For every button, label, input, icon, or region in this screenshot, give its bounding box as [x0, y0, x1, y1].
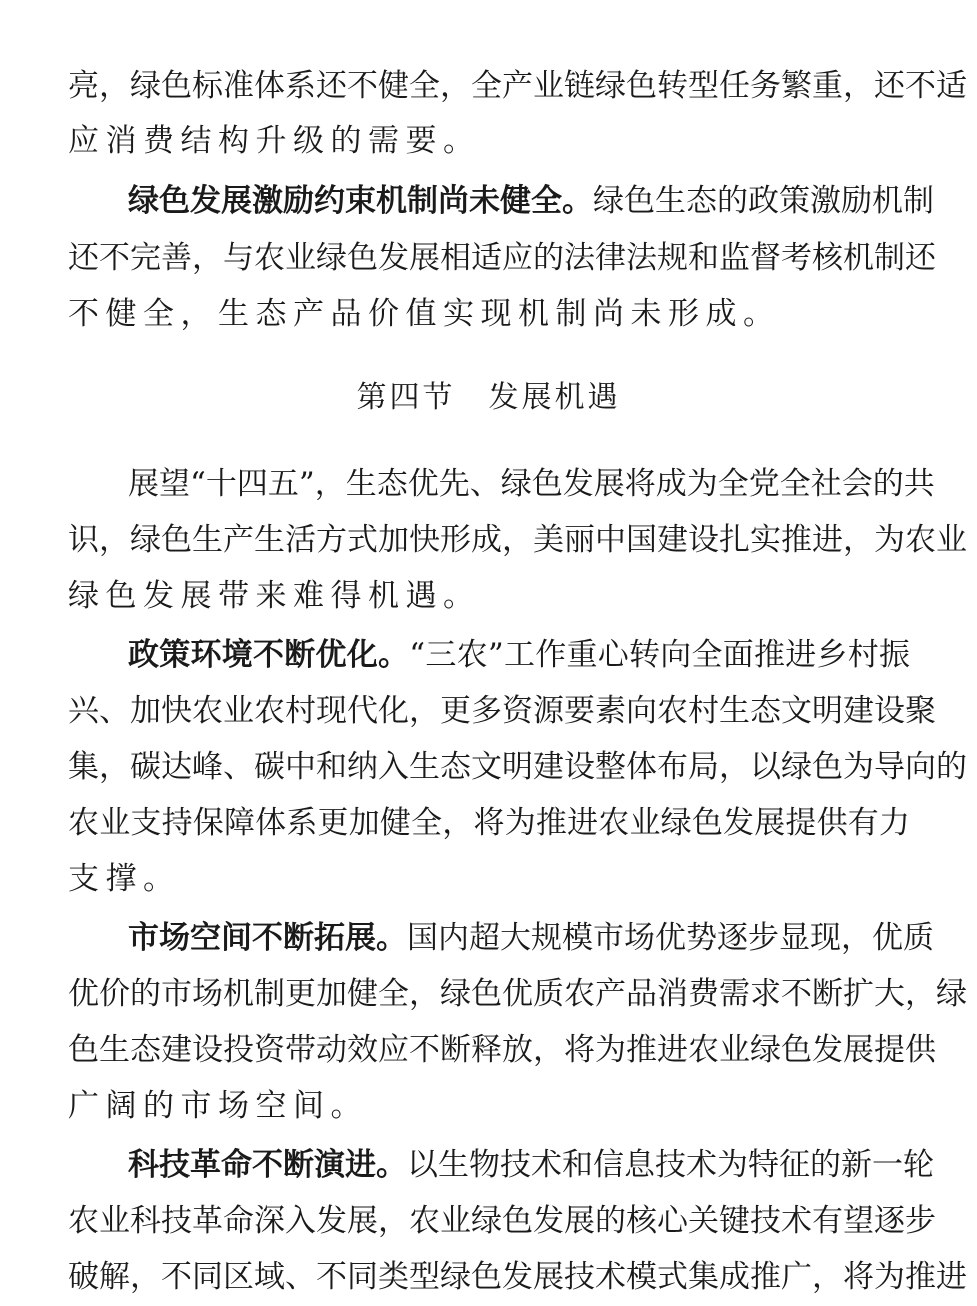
text-line: 亮，绿色标准体系还不健全，全产业链绿色转型任务繁重，还不适: [68, 68, 967, 104]
paragraph-lead: 科技革命不断演进。: [128, 1147, 407, 1183]
paragraph-line: [128, 918, 934, 958]
text-line: 破解，不同区域、不同类型绿色发展技术模式集成推广，将为推进: [68, 1259, 967, 1295]
text-line: 还不完善，与农业绿色发展相适应的法律法规和监督考核机制还: [68, 240, 936, 276]
text-line: 应消费结构升级的需要。: [68, 123, 481, 159]
paragraph-line: [128, 1145, 934, 1185]
paragraph-lead: 绿色发展激励约束机制尚未健全。: [128, 183, 593, 219]
text-line: 绿色发展带来难得机遇。: [68, 578, 481, 614]
text-span: 国内超大规模市场优势逐步显现，优质: [407, 920, 934, 956]
text-line: 农业科技革命深入发展，农业绿色发展的核心关键技术有望逐步: [68, 1203, 936, 1239]
text-line: 农业支持保障体系更加健全，将为推进农业绿色发展提供有力: [68, 805, 910, 841]
text-line: 优价的市场机制更加健全，绿色优质农产品消费需求不断扩大，绿: [68, 976, 967, 1012]
text-line: 支撑。: [68, 861, 181, 897]
section-heading: 第四节 发展机遇: [356, 380, 621, 415]
text-span: 绿色生态的政策激励机制: [593, 183, 934, 219]
text-line: 展望“十四五”，生态优先、绿色发展将成为全党全社会的共: [128, 466, 935, 502]
text-line: 集，碳达峰、碳中和纳入生态文明建设整体布局，以绿色为导向的: [68, 749, 967, 785]
paragraph-lead: 市场空间不断拓展。: [128, 920, 407, 956]
text-line: 广阔的市场空间。: [68, 1088, 368, 1124]
paragraph-line: [128, 635, 910, 675]
text-line: 兴、加快农业农村现代化，更多资源要素向农村生态文明建设聚: [68, 693, 936, 729]
text-line: 不健全，生态产品价值实现机制尚未形成。: [68, 296, 781, 332]
text-line: 色生态建设投资带动效应不断释放，将为推进农业绿色发展提供: [68, 1032, 936, 1068]
text-span: “三农”工作重心转向全面推进乡村振: [409, 637, 911, 673]
text-span: 以生物技术和信息技术为特征的新一轮: [407, 1147, 934, 1183]
paragraph-lead: 政策环境不断优化。: [128, 637, 410, 673]
paragraph-line: [128, 181, 934, 221]
text-line: 识，绿色生产生活方式加快形成，美丽中国建设扎实推进，为农业: [68, 522, 967, 558]
